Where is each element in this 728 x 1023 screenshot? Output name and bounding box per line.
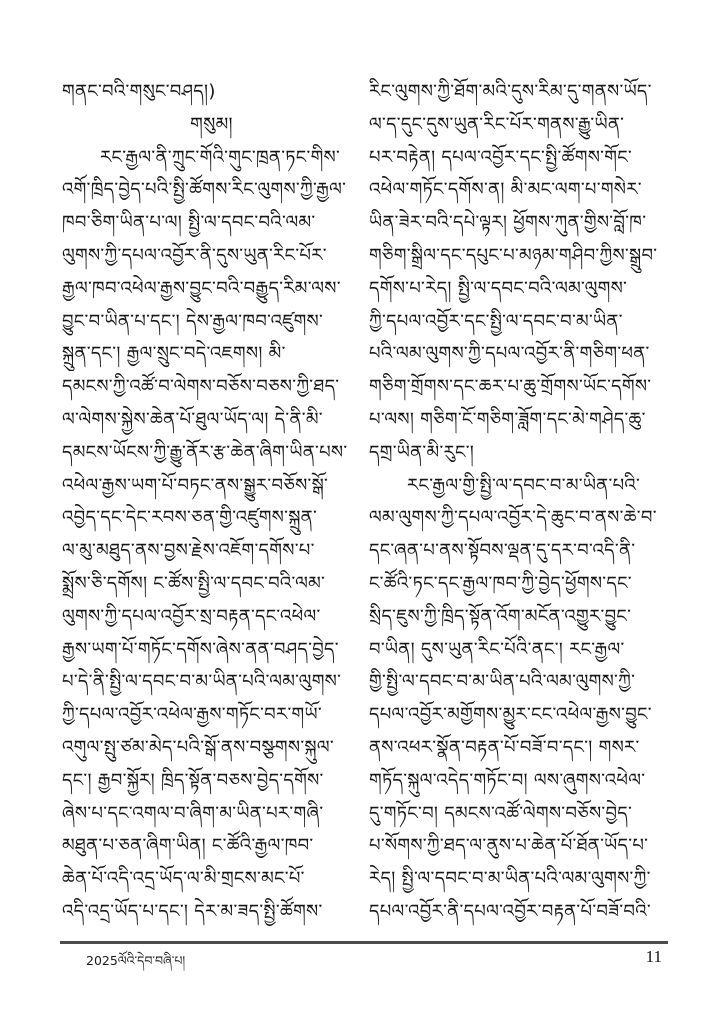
text-line: རང་རྒྱལ་གྱི་སྤྱི་ལ་དབང་བ་མ་ཡིན་པའི་ xyxy=(407,474,641,496)
text-line: ཆེན་པོ་འདི་འདྲ་ཡོད་ལ་མི་གྲངས་མང་པོ་ xyxy=(62,868,305,890)
text-line: དཔལ་འབྱོར་མགྱོགས་མྱུར་ངང་འཕེལ་རྒྱས་བྱུང་ xyxy=(369,704,652,726)
text-line: དམངས་ཀྱི་འཚོ་བ་ལེགས་བཅོས་བཅས་ཀྱི་ཐད་ xyxy=(62,376,340,398)
text-line: པའི་ལམ་ལུགས་ཀྱི་དཔལ་འབྱོར་ནི་གཅིག་ཕན་ xyxy=(369,343,650,365)
text-line: ལུགས་ཀྱི་དཔལ་འབྱོར་ནི་དུས་ཡུན་རིང་པོར་ xyxy=(62,244,327,266)
text-line: ཞེས་པ་དང་འགལ་བ་ཞིག་མ་ཡིན་པར་གཞི་ xyxy=(62,802,324,824)
text-line: སྲིད་ཇུས་ཀྱི་ཁྲིད་སྟོན་འོག་མངོན་འགྱུར་བྱུང་ xyxy=(369,605,632,627)
text-line: པ་སོགས་ཀྱི་ཐད་ལ་ནུས་པ་ཆེན་པོ་ཐོན་ཡོད་པ་ xyxy=(369,835,649,857)
text-line: གྱི་སྤྱི་ལ་དབང་བ་མ་ཡིན་པའི་ལམ་ལུགས་ཀྱི་ xyxy=(369,671,636,693)
section-heading: གསུམ། xyxy=(190,113,233,135)
text-line: རྒྱས་ཡག་པོ་གཏོང་དགོས་ཞེས་ནན་བཤད་བྱེད་ xyxy=(62,638,339,660)
text-line: འདི་འདྲ་ཡོད་པ་དང་། དེར་མ་ཟད་སྤྱི་ཚོགས་ xyxy=(62,900,323,922)
page-number: 11 xyxy=(645,947,662,966)
text-line: སྨྲོས་ཅི་དགོས། ང་ཚོས་སྤྱི་ལ་དབང་བའི་ལམ་ xyxy=(62,572,326,594)
right-column xyxy=(369,76,668,929)
text-line: ང་ཚོའི་ཏང་དང་རྒྱལ་ཁབ་ཀྱི་བྱེད་ཕྱོགས་དང་ xyxy=(369,572,632,594)
text-line: རྒྱལ་ཁབ་འཕེལ་རྒྱས་བྱུང་བའི་བརྒྱུད་རིམ་ལས་ xyxy=(62,277,341,299)
text-line: ལ་མུ་མཐུད་ནས་བྱས་རྗེས་འཇོག་དགོས་པ་ xyxy=(62,540,315,562)
text-line: གཅིག་གྲོགས་དང་ཆར་པ་ཆུ་གྲོགས་ཡོང་དགོས་ xyxy=(369,376,652,398)
footer-row xyxy=(60,947,668,982)
text-line: སྐྲུན་དང་། རྒྱལ་སྲུང་བདེ་འཇགས། མི་ xyxy=(62,343,286,365)
left-column xyxy=(62,76,361,929)
text-line: དཔལ་འབྱོར་ནི་དཔལ་འབྱོར་བརྟན་པོ་བཟོ་བའི་ xyxy=(369,900,651,922)
text-line: ཀྱི་དཔལ་འབྱོར་དང་སྤྱི་ལ་དབང་བ་མ་ཡིན་ xyxy=(369,310,623,332)
text-line: ཁབ་ཅིག་ཡིན་པ་ལ། སྤྱི་ལ་དབང་བའི་ལམ་ xyxy=(62,212,316,234)
text-line: བྱུང་བ་ཡིན་པ་དང་། དེས་རྒྱལ་ཁབ་འཛུགས་ xyxy=(62,310,324,332)
text-line: བ་ཡིན། དུས་ཡུན་རིང་པོའི་ནང་། རང་རྒྱལ་ xyxy=(369,638,625,660)
text-line: མཐུན་པ་ཅན་ཞིག་ཡིན། ང་ཚོའི་རྒྱལ་ཁབ་ xyxy=(62,835,314,857)
text-line: གཏོད་སྐུལ་འདེད་གཏོང་བ། ལས་ཞུགས་འཕེལ་ xyxy=(369,769,646,791)
text-line: ནས་འཕར་སྣོན་བརྟན་པོ་བཟོ་བ་དང་། གསར་ xyxy=(369,736,640,758)
text-line: འགོ་ཁྲིད་བྱེད་པའི་སྤྱི་ཚོགས་རིང་ལུགས་ཀྱི་རྒྱལ་ xyxy=(62,179,347,201)
page-footer xyxy=(60,941,668,982)
text-line: དང་ཞན་པ་ནས་སྟོབས་ལྡན་དུ་དར་བ་འདི་ནི་ xyxy=(369,540,636,562)
text-line: ལ་ལེགས་སྐྱེས་ཆེན་པོ་ཐུལ་ཡོད་ལ། དེ་ནི་མི་ xyxy=(62,408,323,430)
text-line: གཅིག་སྒྲིལ་དང་དཔུང་པ་མཉམ་གཤིབ་ཀྱིས་སྒྲུབ་ xyxy=(369,244,658,266)
text-line: དགོས་པ་རེད། སྤྱི་ལ་དབང་བའི་ལམ་ལུགས་ xyxy=(369,277,628,299)
text-line: དགྲ་ཡིན་མི་རུང་། xyxy=(369,441,475,463)
text-line: འཕེལ་གཏོང་དགོས་ན། མི་མང་ལག་པ་གསེར་ xyxy=(369,179,642,201)
text-line: ལུགས་ཀྱི་དཔལ་འབྱོར་སྲ་བརྟན་དང་འཕེལ་ xyxy=(62,605,321,627)
text-line: རིང་ལུགས་ཀྱི་ཐོག་མའི་དུས་རིམ་དུ་གནས་ཡོད་ xyxy=(369,81,652,102)
text-line: འགུལ་སྤུ་ཙམ་མེད་པའི་སྒོ་ནས་བསྩགས་སྐུལ་ xyxy=(62,736,334,758)
text-line: དམངས་ཡོངས་ཀྱི་རྒྱུ་ནོར་རྩ་ཆེན་ཞིག་ཡིན་པས་ xyxy=(62,441,348,463)
text-line: དང་། རྒྱབ་སྐྱོར། ཁྲིད་སྟོན་བཅས་བྱེད་དགོས་ xyxy=(62,769,324,791)
text-line: རེད། སྤྱི་ལ་དབང་བ་མ་ཡིན་པའི་ལམ་ལུགས་ཀྱི་ xyxy=(369,868,651,890)
text-line: ཀྱི་དཔལ་འབྱོར་འཕེལ་རྒྱས་གཏོང་བར་གཡོ་ xyxy=(62,704,322,726)
text-line: རང་རྒྱལ་ནི་ཀྲུང་གོའི་གུང་ཁྲན་ཏང་གིས་ xyxy=(100,146,341,168)
footer-issue-label: 2025ལོའི་དེབ་བཞི་པ། xyxy=(86,953,186,968)
text-line: པ་དེ་ནི་སྤྱི་ལ་དབང་བ་མ་ཡིན་པའི་ལམ་ལུགས་ xyxy=(62,671,342,693)
body-text-area xyxy=(62,76,668,929)
text-line: འབྱེད་དང་དེང་རབས་ཅན་གྱི་འཛུགས་སྐྲུན་ xyxy=(62,507,318,529)
text-line: པ་ལས། གཅིག་ངོ་གཅིག་ཟློག་དང་མེ་གཤེད་ཆུ་ xyxy=(369,408,646,430)
text-line: ལམ་ལུགས་ཀྱི་དཔལ་འབྱོར་དེ་ཆུང་བ་ནས་ཆེ་བ་ xyxy=(369,507,657,529)
text-line: པར་བརྟེན། དཔལ་འབྱོར་དང་སྤྱི་ཚོགས་གོང་ xyxy=(369,146,632,168)
text-line: ལ་ད་དུང་དུས་ཡུན་རིང་པོར་གནས་རྒྱུ་ཡིན་ xyxy=(369,113,625,135)
text-line: གནང་བའི་གསུང་བཤད།) xyxy=(62,81,216,102)
footer-rule xyxy=(60,941,668,944)
text-line: འཕེལ་རྒྱས་ཡག་པོ་བཏང་ནས་སྒྱུར་བཅོས་སྒོ་ xyxy=(62,474,329,496)
text-line: ཡིན་ཟེར་བའི་དཔེ་ལྟར། ཕྱོགས་ཀུན་གྱིས་བློ་ཁ་ xyxy=(369,212,647,234)
text-line: དུ་གཏོང་བ། དམངས་འཚོ་ལེགས་བཅོས་བྱེད་ xyxy=(369,802,633,824)
